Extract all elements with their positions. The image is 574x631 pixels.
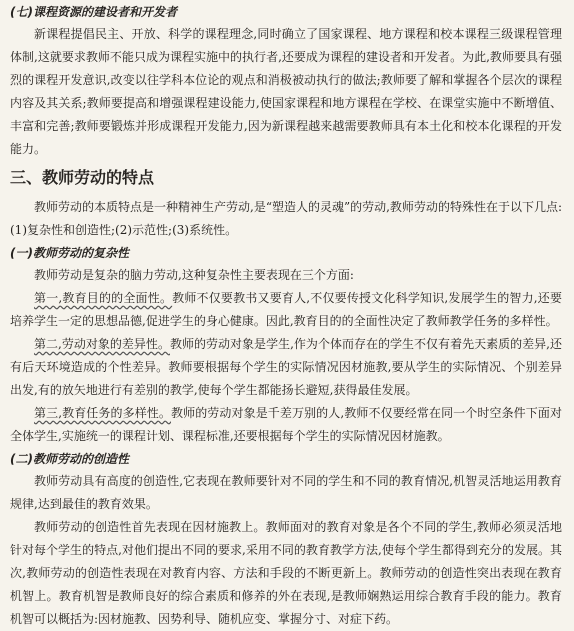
first-point-body: 教师不仅要教书又要育人,不仅要传授文化科学知识,发展学生的智力,还要培养学生一定的思想品德,促进学生的身心健康。因此,教育目的的全面性决定了教师教学任务的多样性。 <box>10 291 562 328</box>
second-point-lead: 第二,劳动对象的差异性。 <box>34 337 170 351</box>
first-point-lead: 第一,教育目的的全面性。 <box>34 291 173 305</box>
paragraph-labor-characteristics: 教师劳动的本质特点是一种精神生产劳动,是“塑造人的灵魂”的劳动,教师劳动的特殊性在于以下几点:(1)复杂性和创造性;(2)示范性;(3)系统性。 <box>10 200 562 237</box>
paragraph-second-point <box>10 333 562 402</box>
paragraph-first-point <box>10 287 562 333</box>
subsection-heading-creativity: (二)教师劳动的创造性 <box>10 452 129 466</box>
subsection-heading-complexity: (一)教师劳动的复杂性 <box>10 246 129 260</box>
paragraph-third-point <box>10 402 562 448</box>
paragraph-complexity-intro: 教师劳动是复杂的脑力劳动,这种复杂性主要表现在三个方面: <box>34 268 354 282</box>
subsection-heading-7: (七)课程资源的建设者和开发者 <box>10 5 177 19</box>
paragraph-creativity-detail: 教师劳动的创造性首先表现在因材施教上。教师面对的教育对象是各个不同的学生,教师必须灵活地针对每个学生的特点,对他们提出不同的要求,采用不同的教育教学方法,使每个学生都得到充分的发展。其次,教师劳动的创造性表现在对教育内容、方法和手段的不断更新上。教师劳动的创造性突出表现在教育机智上。教育机智是教师良好的综合素质和修养的外在表现,是教师娴熟运用综合教育手段的能力。教育机智可以概括为:因材施教、因势利导、随机应变、掌握分寸、对症下药。 <box>10 520 562 626</box>
third-point-lead: 第三,教育任务的多样性。 <box>34 406 171 420</box>
paragraph-curriculum-developer: 新课程提倡民主、开放、科学的课程理念,同时确立了国家课程、地方课程和校本课程三级课程管理体制,这就要求教师不能只成为课程实施中的执行者,还要成为课程的建设者和开发者。为此,教师要具有强烈的课程开发意识,改变以往学科本位论的观点和消极被动执行的做法;教师要了解和掌握各个层次的课程内容及其关系;教师要提高和增强课程建设能力,使国家课程和地方课程在学校、在课堂实施中不断增值、丰富和完善;教师要锻炼并形成课程开发能力,因为新课程越来越需要教师具有本土化和校本化课程的开发能力。 <box>10 27 562 156</box>
third-point-body: 教师的劳动对象是千差万别的人,教师不仅要经常在同一个时空条件下面对全体学生,实施统一的课程计划、课程标准,还要根据每个学生的实际情况因材施教。 <box>10 406 562 443</box>
section-heading-3: 三、教师劳动的特点 <box>10 168 155 187</box>
paragraph-creativity-intro: 教师劳动具有高度的创造性,它表现在教师要针对不同的学生和不同的教育情况,机智灵活地运用教育规律,达到最佳的教育效果。 <box>10 474 562 511</box>
second-point-body: 教师的劳动对象是学生,作为个体而存在的学生不仅有着先天素质的差异,还有后天环境造成的个性差异。教师要根据每个学生的实际情况因材施教,要从学生的实际情况、个别差异出发,有的放矢地进行有差别的教学,使每个学生都能扬长避短,获得最佳发展。 <box>10 337 562 397</box>
